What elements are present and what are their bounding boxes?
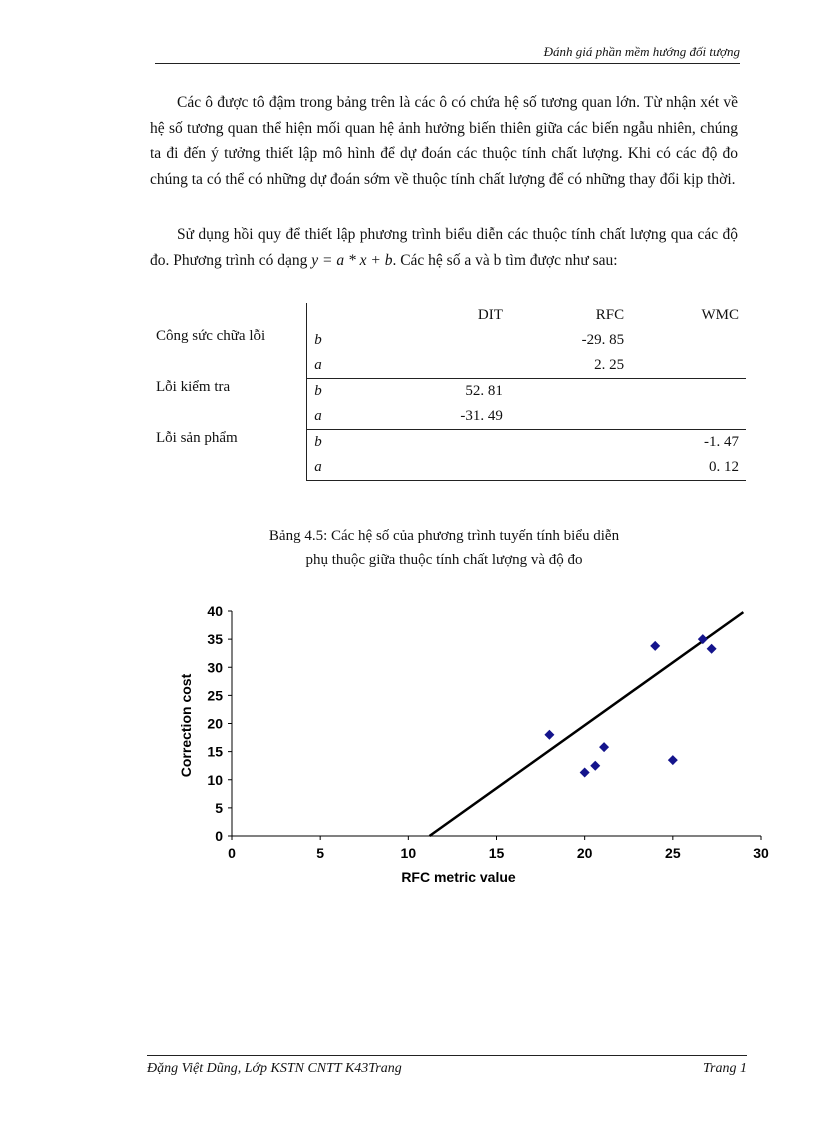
table-cell-wmc (624, 404, 746, 430)
footer-page-number: Trang 1 (703, 1061, 747, 1076)
page-header: Đánh giá phần mềm hướng đối tượng (155, 44, 740, 64)
scatter-chart (170, 595, 780, 905)
table-cell-dit (372, 328, 503, 353)
y-tick-label: 5 (215, 799, 223, 816)
trendline (429, 612, 743, 836)
y-axis-label: Correction cost (178, 673, 194, 778)
table-cell-rfc (503, 430, 624, 456)
table-header-dit: DIT (477, 307, 503, 323)
table-cell-wmc (624, 353, 746, 379)
paragraph-regression-text-after: . Các hệ số a và b tìm được như sau: (392, 251, 618, 269)
table-cell-rfc (503, 455, 624, 481)
table-caption (150, 524, 738, 572)
table-header-label (149, 303, 307, 328)
page-footer (147, 1055, 747, 1077)
paragraph-regression (150, 222, 738, 273)
x-tick-label: 25 (665, 845, 681, 861)
table-cell-var: a (307, 455, 372, 481)
data-point (544, 730, 554, 740)
table-header-wmc: WMC (701, 307, 739, 323)
table-cell-var: b (307, 328, 372, 353)
x-tick-label: 0 (228, 845, 236, 861)
y-tick-label: 35 (207, 631, 223, 648)
paragraph-intro: Các ô được tô đậm trong bảng trên là các ô có chứa hệ số tương quan lớn. Từ nhận xét về hệ số tương quan thể hiện mối quan hệ ảnh hưởng biến thiên giữa các biến ngẫu nhiên, chúng ta đi đến ý tưởng thiết lập mô hình để dự đoán các thuộc tính chất lượng. Khi có các độ đo chúng ta có thể có những dự đoán sớm về thuộc tính chất lượng để có những thay đổi kịp thời. (150, 94, 738, 188)
data-point (668, 755, 678, 765)
x-tick-label: 30 (753, 845, 769, 861)
table-cell-wmc (624, 328, 746, 353)
table-cell-dit: 52. 81 (465, 383, 503, 399)
y-tick-label: 25 (207, 687, 223, 704)
x-tick-label: 10 (400, 845, 417, 861)
footer-author: Đặng Việt Dũng, Lớp KSTN CNTT K43Trang (147, 1061, 402, 1076)
table-cell-rfc (503, 379, 624, 405)
caption-line-1: Bảng 4.5: Các hệ số của phương trình tuyến tính biểu diễn (268, 528, 620, 544)
coefficient-table (149, 303, 746, 481)
table-cell-rfc (503, 404, 624, 430)
x-tick-label: 5 (316, 845, 325, 861)
table-cell-wmc: 0. 12 (624, 455, 746, 481)
y-tick-label: 10 (207, 771, 223, 788)
data-point (590, 761, 600, 771)
group-label-correction-cost: Công sức chữa lỗi (156, 328, 266, 344)
regression-equation: y = a * x + b (311, 251, 393, 269)
group-label-product-errors: Lỗi sản phẩm (156, 429, 238, 446)
y-tick-label: 30 (207, 659, 223, 676)
table-cell-wmc: -1. 47 (704, 434, 739, 450)
table-header-rfc: RFC (595, 307, 625, 323)
x-tick-label: 15 (488, 845, 505, 861)
table-row (149, 328, 746, 353)
data-point (650, 641, 660, 651)
y-tick-label: 20 (207, 715, 223, 732)
data-point (580, 767, 590, 777)
x-tick-label: 20 (576, 845, 593, 861)
table-cell-wmc (624, 379, 746, 405)
paragraph-regression-text-before: Sử dụng hồi quy để thiết lập phương trình biểu diễn các thuộc tính chất lượng qua các độ đo. Phương trình có dạng (150, 226, 738, 269)
table-header-row (149, 303, 746, 328)
table-cell-dit (372, 353, 503, 379)
y-tick-label: 0 (215, 828, 223, 844)
table-cell-var: b (307, 379, 372, 405)
group-label-test-errors: Lỗi kiểm tra (156, 378, 231, 395)
table-cell-var: a (307, 353, 372, 379)
caption-line-2: phụ thuộc giữa thuộc tính chất lượng và độ đo (305, 552, 583, 568)
table-cell-rfc: 2. 25 (503, 353, 624, 379)
table-cell-dit: -31. 49 (372, 404, 503, 430)
table-cell-dit (372, 430, 503, 456)
table-cell-var: a (307, 404, 372, 430)
table-header-var (307, 303, 372, 328)
table-cell-rfc: -29. 85 (581, 332, 625, 348)
y-tick-label: 40 (207, 603, 223, 619)
data-point (707, 644, 717, 654)
table-row (149, 379, 746, 405)
x-axis-label: RFC metric value (401, 869, 516, 885)
table-row (149, 430, 746, 456)
table-cell-var: b (307, 430, 372, 456)
table-cell-dit (372, 455, 503, 481)
y-tick-label: 15 (207, 743, 223, 760)
data-point (599, 742, 609, 752)
